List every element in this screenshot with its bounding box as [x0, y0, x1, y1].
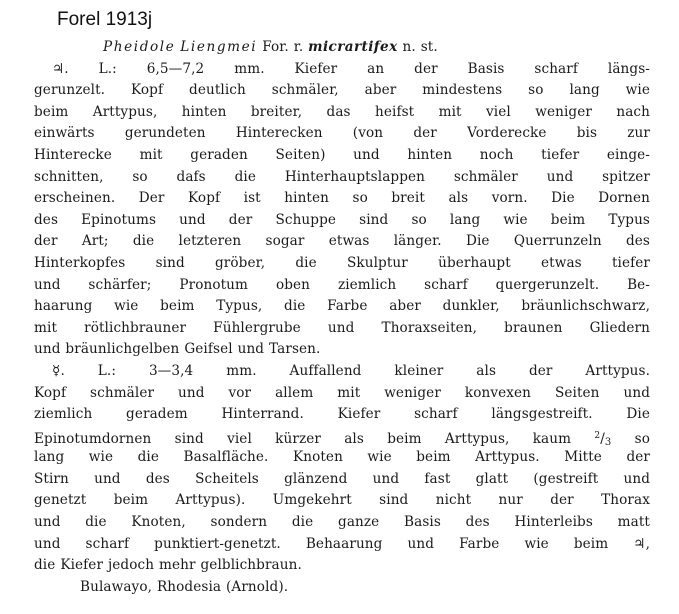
text-line: ziemlich geradem Hinterrand. Kiefer scharf längsgestreift. Die	[34, 406, 650, 423]
text-line: einwärts gerundeten Hinterecken (von der Vorderecke bis zur	[34, 125, 650, 142]
text-line: des Epinotums und der Schuppe sind so lang wie beim Typus	[34, 211, 650, 228]
fraction: $^2$/3	[594, 430, 612, 448]
text-line: und scharf punktiert-genetzt. Behaarung und Farbe wie beim ♃,	[34, 535, 650, 552]
text-line: und die Knoten, sondern die ganze Basis des Hinterleibs matt	[34, 514, 650, 531]
status-abbrev: n. st.	[402, 39, 438, 55]
text-line: gerunzelt. Kopf deutlich schmäler, aber mindestens so lang wie	[34, 82, 650, 99]
taxon-description	[34, 37, 650, 598]
text-line: Kopf schmäler und vor allem mit weniger konvexen Seiten und	[34, 384, 650, 401]
text-line: und schärfer; Pronotum oben ziemlich scharf quergerunzelt. Be-	[34, 276, 650, 293]
rank-abbrev: r.	[293, 39, 304, 55]
text-line: genetzt beim Arttypus). Umgekehrt sind nicht nur der Thorax	[34, 492, 650, 509]
text-line: haarung wie beim Typus, die Farbe aber dunkler, bräunlichschwarz,	[34, 298, 650, 315]
female-description	[34, 59, 650, 361]
species-name: Liengmei	[180, 39, 258, 55]
genus-name: Pheidole	[103, 39, 176, 55]
text-line: Stirn und des Scheitels glänzend und fast glatt (gestreift und	[34, 470, 650, 487]
text-line: ♃. L.: 6,5—7,2 mm. Kiefer an der Basis scharf längs-	[52, 60, 650, 77]
text-line: schnitten, so dafs die Hinterhauptslappen schmäler und spitzer	[34, 168, 650, 185]
text-line: lang wie die Basalfläche. Knoten wie beim Arttypus. Mitte der	[34, 449, 650, 466]
text-line: erscheinen. Der Kopf ist hinten so breit als vorn. Die Dornen	[34, 190, 650, 207]
text-line: Hinterkopfes sind gröber, die Skulptur überhaupt etwas tiefer	[34, 254, 650, 271]
text-line: die Kiefer jedoch mehr gelblichbraun.	[34, 557, 302, 574]
author-abbrev: For.	[262, 39, 289, 55]
subspecies-name: micrartifex	[308, 39, 398, 55]
locality: Bulawayo, Rhodesia (Arnold).	[80, 578, 289, 595]
text-line: mit rötlichbrauner Fühlergrube und Thoraxseiten, braunen Gliedern	[34, 319, 650, 336]
text-line: Epinotumdornen sind viel kürzer als beim Arttypus, kaum $^2$/3 so	[34, 430, 651, 448]
text-line: beim Arttypus, hinten breiter, das heifst mit viel weniger nach	[34, 103, 650, 120]
text-line: ☿. L.: 3—3,4 mm. Auffallend kleiner als der Arttypus.	[52, 362, 650, 379]
text-line: der Art; die letzteren sogar etwas länger. Die Querrunzeln des	[34, 233, 650, 250]
text-line: Hinterecke mit geraden Seiten) und hinten noch tiefer einge-	[34, 146, 650, 163]
locality-line	[34, 577, 650, 599]
text-line: und bräunlichgelben Geifsel und Tarsen.	[34, 341, 321, 358]
worker-description	[34, 361, 650, 577]
source-label: Forel 1913j	[57, 9, 153, 30]
taxon-title	[34, 37, 650, 59]
